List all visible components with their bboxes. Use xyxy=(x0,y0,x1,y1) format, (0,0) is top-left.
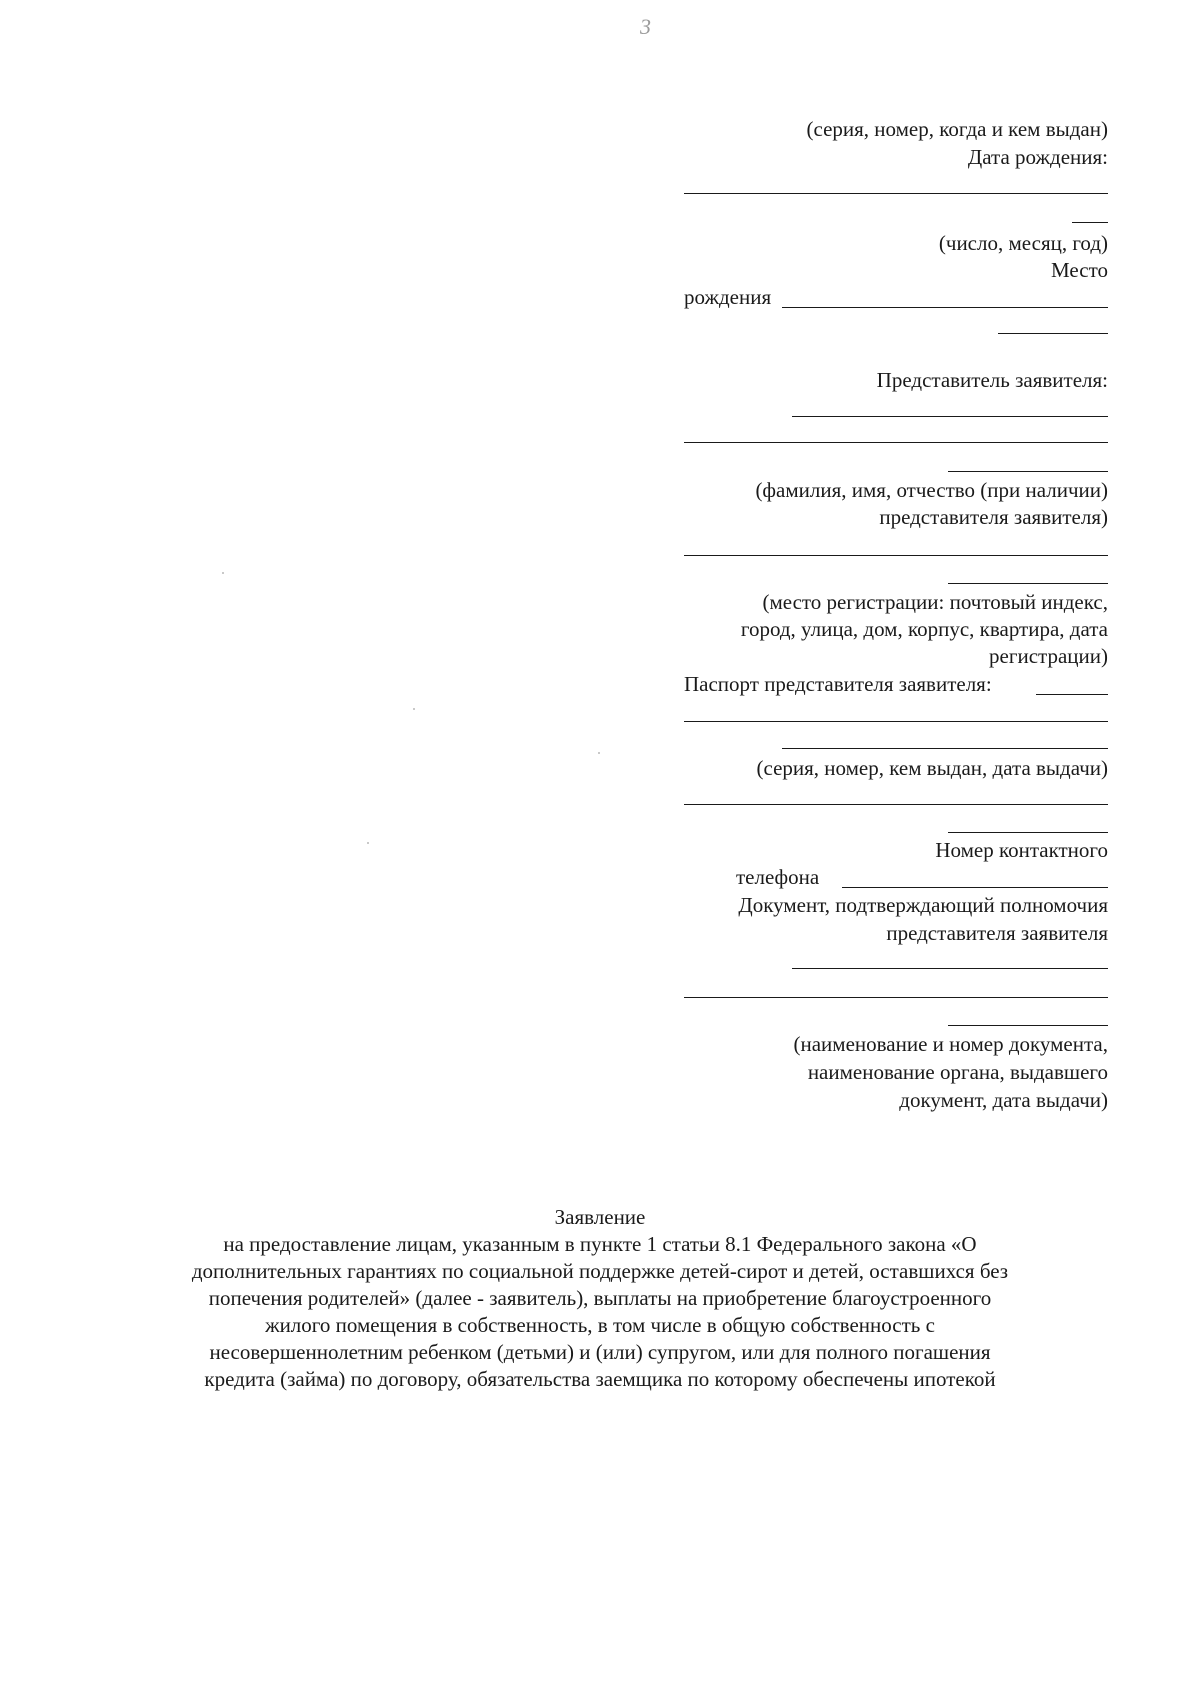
registration-field-line-1 xyxy=(684,555,1108,556)
statement-line: кредита (займа) по договору, обязательства заемщика по которому обеспечены ипотекой xyxy=(204,1367,996,1391)
birth-date-caption: (число, месяц, год) xyxy=(938,231,1108,255)
authority-doc-caption-2: наименование органа, выдавшего xyxy=(807,1060,1108,1084)
statement-line: жилого помещения в собственность, в том числе в общую собственность с xyxy=(265,1313,935,1337)
registration-field-line-2 xyxy=(948,583,1108,584)
representative-field-line-3 xyxy=(948,471,1108,472)
birth-date-field-line-2 xyxy=(1072,222,1108,223)
representative-field-line-2 xyxy=(684,442,1108,443)
representative-label: Представитель заявителя: xyxy=(876,368,1108,392)
rep-passport-caption: (серия, номер, кем выдан, дата выдачи) xyxy=(756,756,1108,780)
authority-doc-label-2: представителя заявителя xyxy=(886,921,1108,945)
scan-speck xyxy=(222,572,224,574)
birth-place-field-line-2 xyxy=(998,333,1108,334)
representative-name-caption-2: представителя заявителя) xyxy=(879,505,1108,529)
authority-doc-field-line-3 xyxy=(948,1025,1108,1026)
representative-name-caption-1: (фамилия, имя, отчество (при наличии) xyxy=(755,478,1108,502)
birth-date-field-line-1 xyxy=(684,193,1108,194)
birth-place-field-line-1 xyxy=(782,307,1108,308)
birth-date-label: Дата рождения: xyxy=(967,145,1108,169)
statement-line: попечения родителей» (далее - заявитель), выплаты на приобретение благоустроенного xyxy=(208,1286,992,1310)
passport-caption: (серия, номер, когда и кем выдан) xyxy=(806,117,1108,141)
scan-speck xyxy=(413,708,415,710)
authority-doc-field-line-1 xyxy=(792,968,1108,969)
rep-passport-field-line-2 xyxy=(684,721,1108,722)
authority-doc-caption-1: (наименование и номер документа, xyxy=(793,1032,1108,1056)
registration-caption-3: регистрации) xyxy=(989,644,1108,668)
rep-passport-field-line-5 xyxy=(948,832,1108,833)
rep-passport-field-line-1 xyxy=(1036,694,1108,695)
registration-caption-1: (место регистрации: почтовый индекс, xyxy=(762,590,1108,614)
registration-caption-2: город, улица, дом, корпус, квартира, дата xyxy=(740,617,1108,641)
rep-passport-field-line-3 xyxy=(782,748,1108,749)
statement xyxy=(150,1204,1050,1393)
statement-line: несовершеннолетним ребенком (детьми) и (или) супругом, или для полного погашения xyxy=(209,1340,991,1364)
authority-doc-label-1: Документ, подтверждающий полномочия xyxy=(738,893,1108,917)
phone-label-1: Номер контактного xyxy=(935,838,1108,862)
page-number: 3 xyxy=(640,14,651,39)
statement-line: дополнительных гарантиях по социальной поддержке детей-сирот и детей, оставшихся без xyxy=(191,1259,1009,1283)
scan-speck xyxy=(367,842,369,844)
birth-place-label-2: рождения xyxy=(684,285,772,309)
authority-doc-field-line-2 xyxy=(684,997,1108,998)
rep-passport-field-line-4 xyxy=(684,804,1108,805)
authority-doc-caption-3: документ, дата выдачи) xyxy=(899,1088,1108,1112)
statement-line: на предоставление лицам, указанным в пункте 1 статьи 8.1 Федерального закона «О xyxy=(223,1232,977,1256)
statement-title: Заявление xyxy=(554,1205,646,1229)
representative-field-line-1 xyxy=(792,416,1108,417)
scan-speck xyxy=(598,752,600,754)
phone-field-line xyxy=(842,887,1108,888)
birth-place-label-1: Место xyxy=(1051,258,1108,282)
phone-label-2: телефона xyxy=(736,865,820,889)
rep-passport-label: Паспорт представителя заявителя: xyxy=(684,672,992,696)
